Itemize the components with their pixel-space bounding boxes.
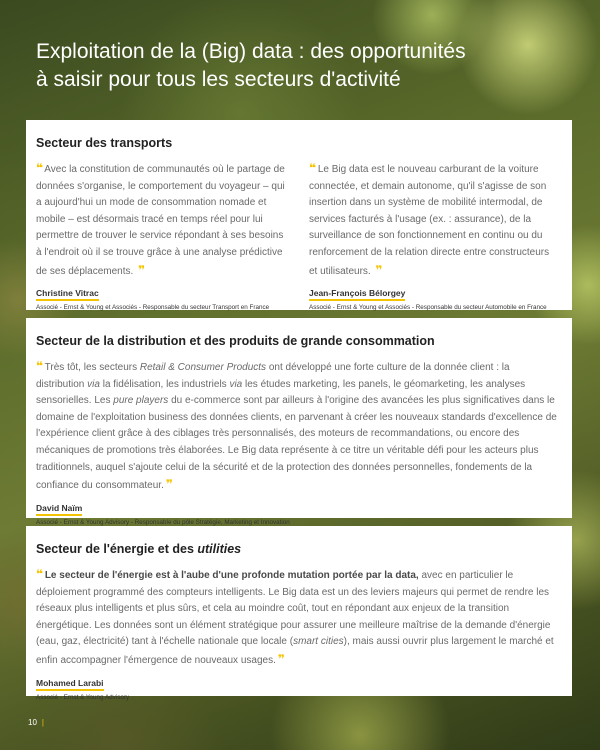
author-name: Jean-François Bélorgey [309, 288, 405, 301]
quote-text [36, 566, 560, 670]
page-title [36, 38, 556, 94]
card-transports [26, 120, 572, 310]
author-role: Associé - Ernst & Young et Associés - Responsable du secteur Automobile en France [309, 304, 547, 312]
open-quote-icon: ❝ [36, 161, 43, 175]
quote-block-vitrac [36, 160, 287, 311]
card-energie [26, 526, 572, 701]
page-number-value: 10 [28, 718, 37, 727]
quote-body: Le Big data est le nouveau carburant de la voiture connectée, et demain autonome, qu'il s'agisse de son insertion dans un système de mobilité intermodal, de services facturés à l'usage (ex. : assurance), de la surveillance de son fonctionnement en continu ou du renforcement de la relation directe entre constructeurs et utilisateurs. [309, 164, 550, 277]
author-name: Mohamed Larabi [36, 678, 104, 691]
author-name: Christine Vitrac [36, 288, 99, 301]
author-name: David Naïm [36, 503, 82, 516]
author-role: Associé - Ernst & Young et Associés - Responsable du secteur Transport en France [36, 304, 270, 312]
open-quote-icon: ❝ [309, 161, 316, 175]
open-quote-icon: ❝ [36, 567, 43, 581]
heading-part: Secteur de l'énergie et des [36, 542, 198, 556]
quote-body: Avec la constitution de communautés où le partage de données s'organise, le comportement du voyageur – qui a aujourd'hui un mode de consommation nomade et mobile – est désormais tracé en temps réel pour lui permettre de trouver le service répondant à ses besoins à l'endroit où il se trouve grâce à une analyse prédictive de ses déplacements. [36, 164, 285, 277]
author-role: Associé - Ernst & Young Advisory [36, 693, 130, 701]
quote-block-belorgey [309, 160, 560, 311]
quote-body-part: avec en particulier le déploiement programmé des compteurs intelligents. Le Big data est un des leviers majeurs qui permet de rendre les réseaux plus intelligents et plus sûrs, et cela au moindre coût, tout en répondant aux enjeux de la transition énergétique. Les données sont un élément stratégique pour assurer une meilleure maîtrise de la demande d'énergie (eau, gaz, électricité) tant à l'échelle nationale que locale ( [36, 570, 551, 648]
quote-columns [36, 160, 560, 311]
section-heading-transports: Secteur des transports [36, 136, 173, 150]
close-quote-icon: ❞ [277, 651, 284, 666]
quote-strong: Le secteur de l'énergie est à l'aube d'une profonde mutation portée par la data, [44, 570, 419, 581]
title-line-1: Exploitation de la (Big) data : des opportunités [36, 40, 466, 63]
close-quote-icon: ❞ [375, 262, 382, 277]
heading-emphasis: utilities [197, 542, 242, 556]
section-heading-energie [36, 542, 560, 556]
quote-body-part: ), mais aussi ouvrir plus largement le marché et enfin accompagner l'émergence de nouveaux usages. [36, 636, 554, 666]
quote-emphasis: smart cities [293, 636, 344, 648]
quote-body-part: la fidélisation, les industriels [99, 378, 230, 390]
quote-body-part: ont développé une forte culture de la donnée client : la distribution [36, 362, 510, 390]
quote-emphasis: Retail & Consumer Products [139, 362, 267, 373]
quote-text [309, 160, 560, 280]
quote-emphasis: via [87, 378, 100, 390]
page-separator: | [41, 718, 44, 727]
quote-emphasis: via [229, 378, 243, 390]
author-role: Associé - Ernst & Young Advisory - Responsable du pôle Stratégie, Marketing et Innovation [36, 518, 290, 526]
open-quote-icon: ❝ [36, 359, 43, 373]
quote-text [36, 358, 560, 495]
section-heading-distribution: Secteur de la distribution et des produits de grande consommation [36, 334, 435, 348]
card-distribution [26, 318, 572, 526]
page-number [28, 718, 44, 727]
quote-body-part: les études marketing, les panels, le géomarketing, les analyses sensorielles. Les [36, 378, 526, 407]
title-line-2: à saisir pour tous les secteurs d'activité [36, 68, 401, 91]
quote-emphasis: pure players [113, 395, 169, 407]
quote-text [36, 160, 287, 280]
close-quote-icon: ❞ [138, 262, 145, 277]
quote-body-part: Très tôt, les secteurs [44, 362, 140, 373]
close-quote-icon: ❞ [165, 477, 172, 492]
quote-body-part: du e-commerce sont par ailleurs à l'origine des avancées les plus significatives dans le domaine de l'exploitation business des données clients, en parvenant à créer les nouveaux standards d'excellence de l'expérience client grâce à des ciblages très personnalisés, des moteurs de recommandations, ou encore des mécaniques de promotions très élaborées. Le Big data représente à ce titre un véritable défi pour les acteurs plus traditionnels, auquel s'ajoute celui de la sécurité et de la protection des données personnelles, fondements de la confiance du consommateur. [36, 395, 557, 492]
